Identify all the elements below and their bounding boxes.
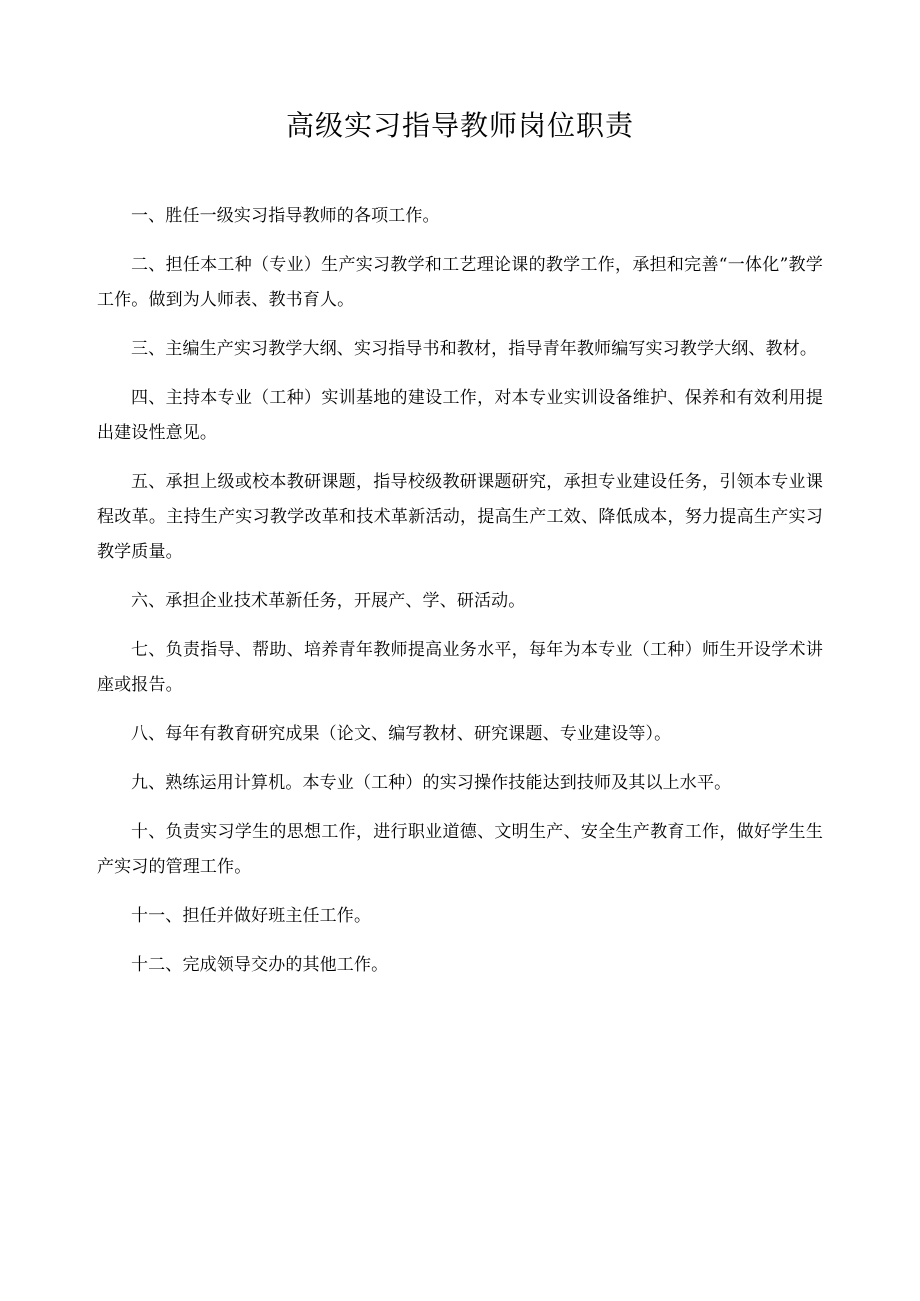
duty-item-12: 十二、完成领导交办的其他工作。 [131, 955, 389, 975]
duty-item-7: 七、负责指导、帮助、培养青年教师提高业务水平，每年为本专业（工种）师生开设学术讲座或报告。 [97, 640, 823, 695]
duty-item-11: 十一、担任并做好班主任工作。 [131, 906, 372, 926]
duty-item-2: 二、担任本工种（专业）生产实习教学和工艺理论课的教学工作，承担和完善“一体化”教学工作。做到为人师表、教书育人。 [97, 255, 823, 310]
duty-item-1: 一、胜任一级实习指导教师的各项工作。 [131, 206, 440, 226]
duty-item-5: 五、承担上级或校本教研课题，指导校级教研课题研究，承担专业建设任务，引领本专业课程改革。主持生产实习教学改革和技术革新活动，提高生产工效、降低成本，努力提高生产实习教学质量。 [97, 472, 823, 562]
duty-item-4: 四、主持本专业（工种）实训基地的建设工作，对本专业实训设备维护、保养和有效利用提出建设性意见。 [97, 388, 823, 443]
duty-item-6: 六、承担企业技术革新任务，开展产、学、研活动。 [131, 591, 526, 611]
duty-item-9: 九、熟练运用计算机。本专业（工种）的实习操作技能达到技师及其以上水平。 [131, 773, 732, 793]
duty-item-8: 八、每年有教育研究成果（论文、编写教材、研究课题、专业建设等）。 [131, 724, 672, 744]
duty-item-3: 三、主编生产实习教学大纲、实习指导书和教材，指导青年教师编写实习教学大纲、教材。 [131, 339, 817, 359]
duty-item-10: 十、负责实习学生的思想工作，进行职业道德、文明生产、安全生产教育工作，做好学生生产实习的管理工作。 [97, 822, 823, 877]
document-body [97, 199, 823, 997]
document-title: 高级实习指导教师岗位职责 [285, 109, 634, 142]
